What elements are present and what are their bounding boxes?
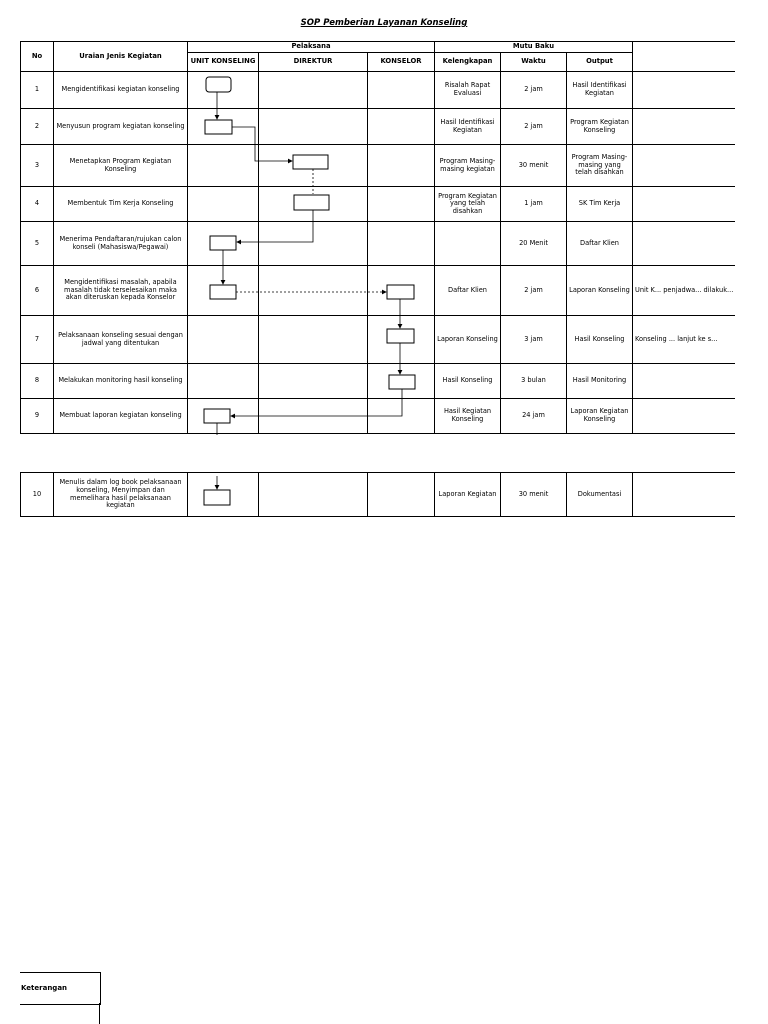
- row-kelengkapan: Hasil Konseling: [435, 364, 501, 399]
- row-ket: [633, 222, 736, 266]
- row-ket: [633, 72, 736, 109]
- row-kelengkapan: Laporan Konseling: [435, 316, 501, 364]
- row-waktu: 24 jam: [501, 399, 567, 434]
- row-uraian: Menyusun program kegiatan konseling: [54, 109, 188, 145]
- header-kelengkapan: Kelengkapan: [435, 53, 501, 72]
- row-uraian: Menerima Pendaftaran/rujukan calon konseli (Mahasiswa/Pegawai): [54, 222, 188, 266]
- row-uraian: Mengidentifikasi kegiatan konseling: [54, 72, 188, 109]
- row-uraian: Menetapkan Program Kegiatan Konseling: [54, 145, 188, 187]
- row-output: Daftar Klien: [567, 222, 633, 266]
- row-waktu: 30 menit: [501, 145, 567, 187]
- table-row: [21, 222, 736, 266]
- row-ket: [633, 364, 736, 399]
- row-no: 6: [21, 266, 54, 316]
- header-direktur: DIREKTUR: [259, 53, 368, 72]
- row-ket: [633, 145, 736, 187]
- header-no: No: [21, 42, 54, 72]
- table-row: [21, 364, 736, 399]
- header-output: Output: [567, 53, 633, 72]
- row-kelengkapan: Hasil Kegiatan Konseling: [435, 399, 501, 434]
- table-row: [21, 399, 736, 434]
- row-uraian: Membentuk Tim Kerja Konseling: [54, 187, 188, 222]
- legend-label: Keterangan: [21, 984, 68, 992]
- row-ket: [633, 187, 736, 222]
- table-row: [21, 187, 736, 222]
- header-waktu: Waktu: [501, 53, 567, 72]
- table-row: [21, 109, 736, 145]
- row-no: 2: [21, 109, 54, 145]
- row-waktu: 2 jam: [501, 266, 567, 316]
- row-output: Hasil Identifikasi Kegiatan: [567, 72, 633, 109]
- table-row: [21, 72, 736, 109]
- row-no: 1: [21, 72, 54, 109]
- row-output: Dokumentasi: [567, 473, 633, 517]
- row-waktu: 1 jam: [501, 187, 567, 222]
- header-unit-konseling: UNIT KONSELING: [188, 53, 259, 72]
- header-mutu-baku: Mutu Baku: [435, 42, 633, 53]
- row-kelengkapan: Daftar Klien: [435, 266, 501, 316]
- legend-line: [99, 1003, 100, 1024]
- row-output: Hasil Konseling: [567, 316, 633, 364]
- row-waktu: 3 bulan: [501, 364, 567, 399]
- row-waktu: 20 Menit: [501, 222, 567, 266]
- row-no: 8: [21, 364, 54, 399]
- row-ket: Unit K... penjadwa... dilakuk...: [633, 266, 736, 316]
- row-output: SK Tim Kerja: [567, 187, 633, 222]
- row-no: 5: [21, 222, 54, 266]
- header-konselor: KONSELOR: [368, 53, 435, 72]
- header-uraian: Uraian Jenis Kegiatan: [54, 42, 188, 72]
- sop-table: [20, 41, 735, 517]
- row-kelengkapan: Risalah Rapat Evaluasi: [435, 72, 501, 109]
- row-no: 10: [21, 473, 54, 517]
- header-keterangan-col: [633, 42, 736, 72]
- row-kelengkapan: [435, 222, 501, 266]
- row-no: 7: [21, 316, 54, 364]
- row-uraian: Melakukan monitoring hasil konseling: [54, 364, 188, 399]
- row-kelengkapan: Program Kegiatan yang telah disahkan: [435, 187, 501, 222]
- row-ket: [633, 473, 736, 517]
- table-row: [21, 316, 736, 364]
- row-kelengkapan: Laporan Kegiatan: [435, 473, 501, 517]
- row-output: Laporan Konseling: [567, 266, 633, 316]
- row-output: Laporan Kegiatan Konseling: [567, 399, 633, 434]
- row-waktu: 2 jam: [501, 109, 567, 145]
- row-uraian: Mengidentifikasi masalah, apabila masalah tidak terselesaikan maka akan diteruskan kepada Konselor: [54, 266, 188, 316]
- header-pelaksana: Pelaksana: [188, 42, 435, 53]
- row-no: 9: [21, 399, 54, 434]
- table-row: [21, 473, 736, 517]
- row-output: Program Masing-masing yang telah disahkan: [567, 145, 633, 187]
- row-waktu: 30 menit: [501, 473, 567, 517]
- row-uraian: Pelaksanaan konseling sesuai dengan jadwal yang ditentukan: [54, 316, 188, 364]
- row-kelengkapan: Hasil Identifikasi Kegiatan: [435, 109, 501, 145]
- row-uraian: Membuat laporan kegiatan konseling: [54, 399, 188, 434]
- table-row: [21, 266, 736, 316]
- row-ket: Konseling ... lanjut ke s...: [633, 316, 736, 364]
- legend-box: [20, 972, 101, 1005]
- row-no: 3: [21, 145, 54, 187]
- row-ket: [633, 399, 736, 434]
- row-ket: [633, 109, 736, 145]
- row-output: Program Kegiatan Konseling: [567, 109, 633, 145]
- table-row: [21, 145, 736, 187]
- row-waktu: 2 jam: [501, 72, 567, 109]
- row-no: 4: [21, 187, 54, 222]
- document-title: SOP Pemberian Layanan Konseling: [300, 18, 468, 28]
- page-gap: [21, 434, 736, 473]
- row-uraian: Menulis dalam log book pelaksanaan konseling, Menyimpan dan memelihara hasil pelaksanaan kegiatan: [54, 473, 188, 517]
- row-output: Hasil Monitoring: [567, 364, 633, 399]
- row-waktu: 3 jam: [501, 316, 567, 364]
- row-kelengkapan: Program Masing-masing kegiatan: [435, 145, 501, 187]
